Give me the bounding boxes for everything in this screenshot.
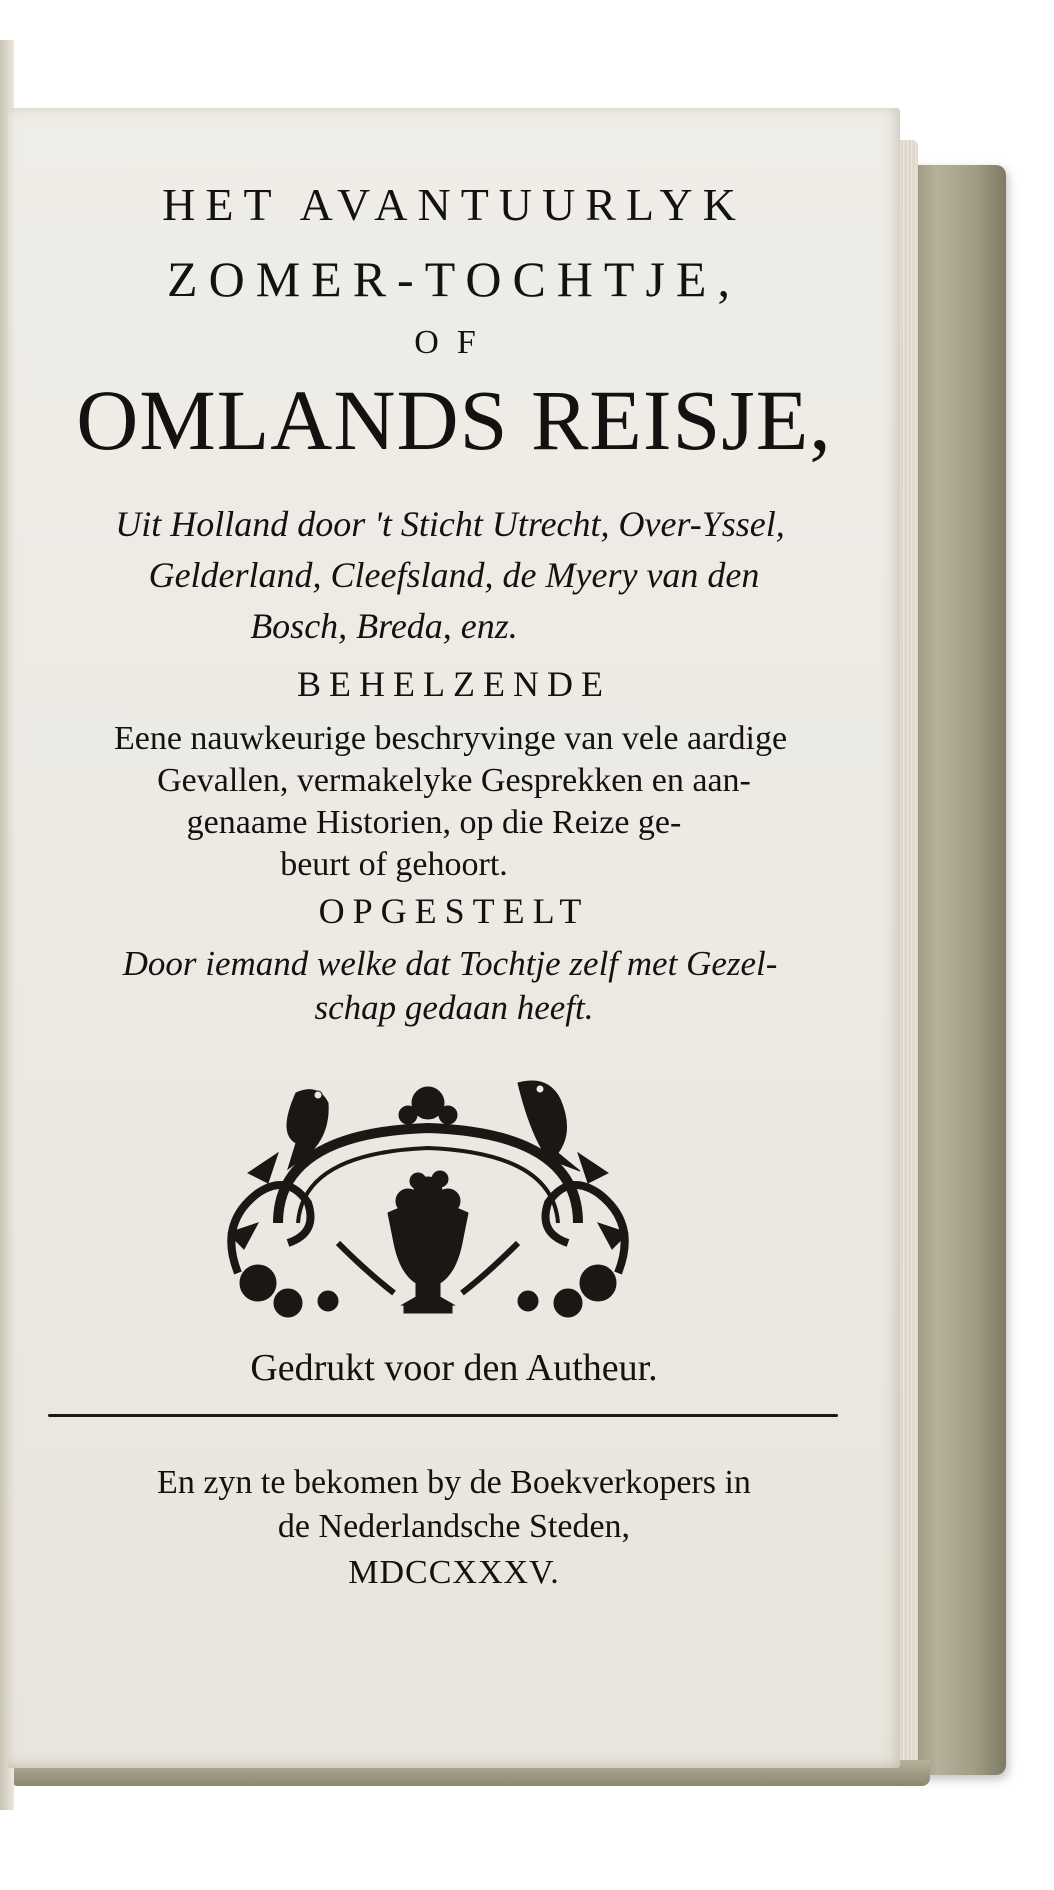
title-line-of: OF [414,324,494,361]
imprint-printed-for: Gedrukt voor den Autheur. [250,1347,658,1389]
imprint-booksellers: En zyn te bekomen by de Boekverkopers in [157,1464,751,1501]
title-line-1: HET AVANTUURLYK [162,179,746,230]
imprint-cities: de Nederlandsche Steden, [277,1508,631,1545]
opgestelt-line-1: Door iemand welke dat Tochtje zelf met Gezel- [122,944,778,983]
subtitle-line-1: Uit Holland door 't Sticht Utrecht, Over-Yssel, [115,504,785,544]
imprint-rule [48,1414,838,1417]
title-line-2: ZOMER-TOCHTJE, [167,251,741,307]
subtitle-line-2: Gelderland, Cleefsland, de Myery van den [148,555,760,595]
behelzende-heading: BEHELZENDE [297,664,611,704]
behelzende-line-2: Gevallen, vermakelyke Gesprekken en aan- [157,762,751,799]
printers-device-woodcut-icon [218,1073,638,1323]
title-main: OMLANDS REISJE, [76,372,832,468]
opgestelt-heading: OPGESTELT [318,891,590,931]
subtitle-line-3: Bosch, Breda, enz. [250,606,518,646]
imprint-year: MDCCXXXV. [348,1554,560,1591]
behelzende-line-3: genaame Historien, op die Reize ge- [186,804,682,841]
behelzende-line-1: Eene nauwkeurige beschryvinge van vele aardige [113,720,788,757]
opgestelt-line-2: schap gedaan heeft. [314,988,594,1027]
title-page [8,108,900,1768]
behelzende-line-4: beurt of gehoort. [280,846,508,883]
